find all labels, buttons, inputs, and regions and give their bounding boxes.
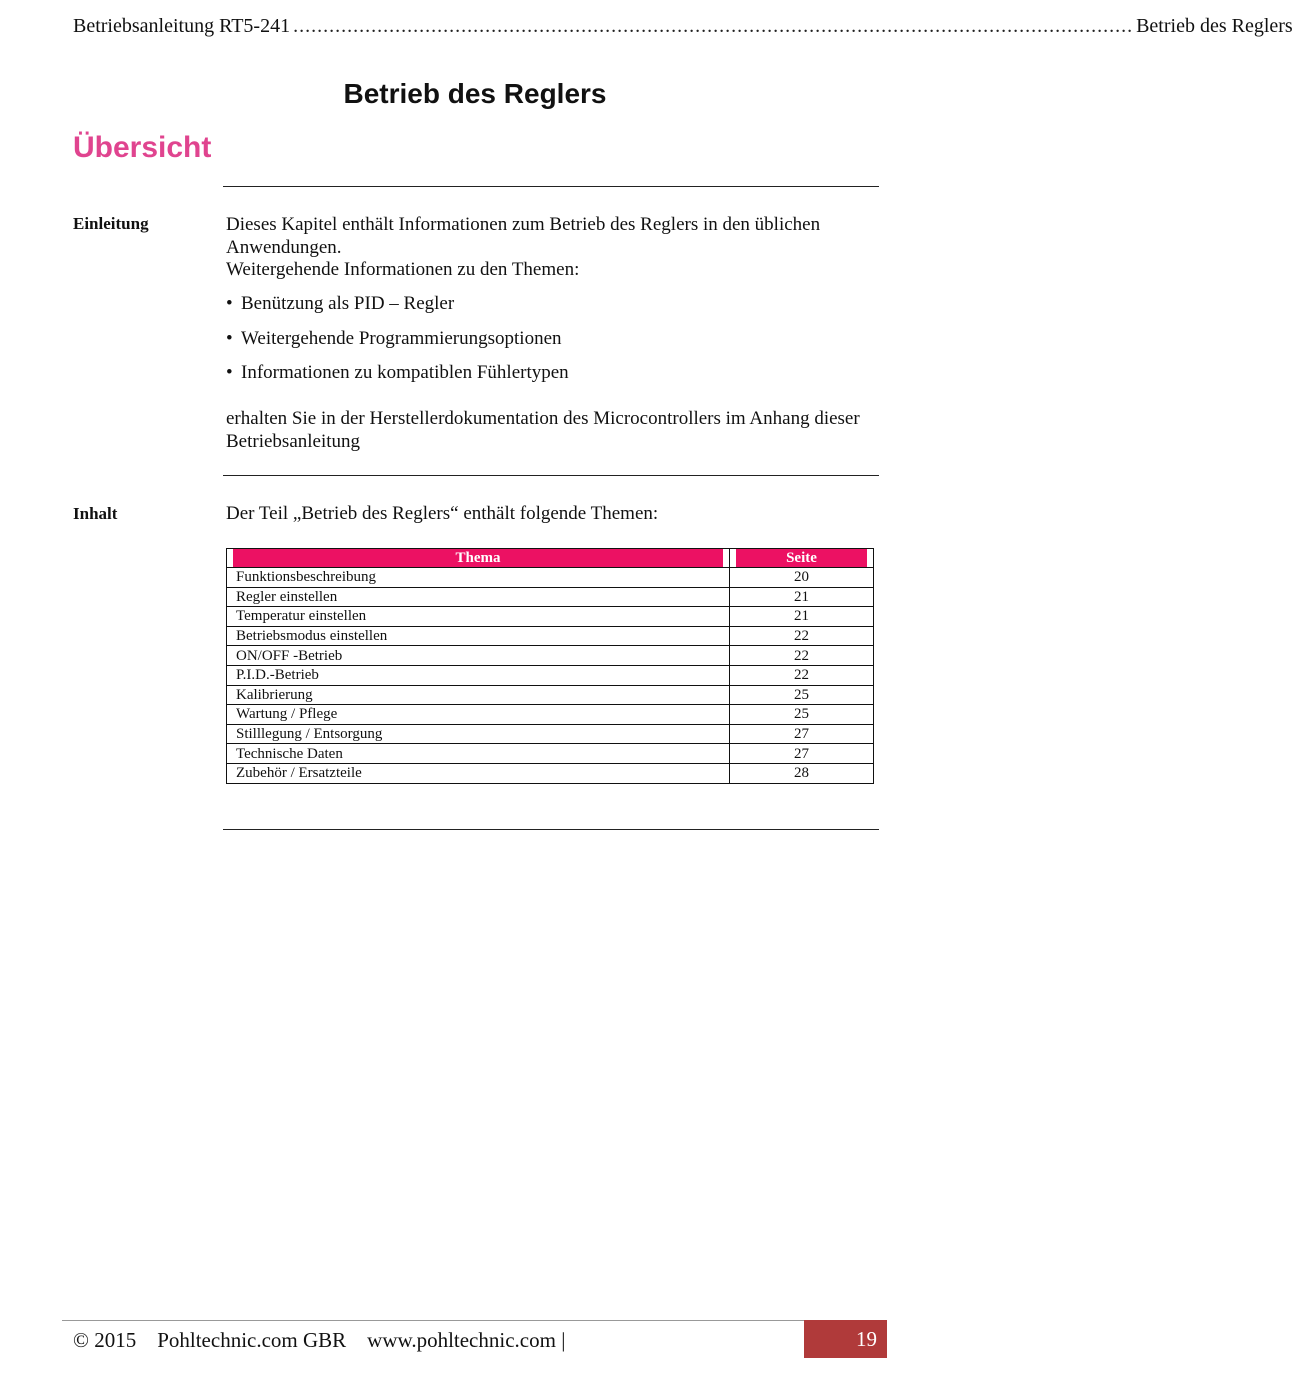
running-header — [73, 15, 1293, 41]
page-title: Betrieb des Reglers — [343, 78, 607, 109]
topic-cell: Kalibrierung — [227, 685, 730, 705]
page-cell: 22 — [730, 665, 874, 685]
bullet-icon: • — [226, 293, 233, 314]
page-cell: 25 — [730, 705, 874, 725]
footer-rule — [62, 1320, 804, 1321]
list-item: • Weitergehende Programmierungsoptionen — [226, 327, 562, 349]
page-number: 19 — [804, 1320, 887, 1358]
table-row — [227, 724, 874, 744]
table-header-row — [227, 549, 874, 568]
topic-cell: Betriebsmodus einstellen — [227, 626, 730, 646]
column-header-page: Seite — [730, 549, 874, 568]
divider-top — [223, 186, 879, 187]
divider-bottom — [223, 829, 879, 830]
intro-label: Einleitung — [73, 214, 149, 233]
contents-table-body — [227, 568, 874, 784]
page-cell: 21 — [730, 587, 874, 607]
topic-cell: ON/OFF -Betrieb — [227, 646, 730, 666]
page-cell: 22 — [730, 626, 874, 646]
page-cell: 21 — [730, 607, 874, 627]
bullet-icon: • — [226, 327, 233, 349]
intro-closing: erhalten Sie in der Herstellerdokumentation des Microcontrollers im Anhang dieser Betriebsanleitung — [226, 408, 860, 452]
footer-text: © 2015 Pohltechnic.com GBR www.pohltechnic.com | — [73, 1328, 566, 1352]
table-row — [227, 665, 874, 685]
contents-label: Inhalt — [73, 504, 118, 523]
table-row — [227, 587, 874, 607]
topic-cell: Stilllegung / Entsorgung — [227, 724, 730, 744]
table-row — [227, 607, 874, 627]
page-cell: 27 — [730, 724, 874, 744]
topic-cell: P.I.D.-Betrieb — [227, 665, 730, 685]
bullet-icon: • — [226, 362, 233, 383]
column-header-topic: Thema — [227, 549, 730, 568]
intro-bullet-list — [226, 293, 866, 397]
header-chapter-title: Betrieb des Reglers — [1136, 15, 1293, 37]
topic-cell: Regler einstellen — [227, 587, 730, 607]
table-row — [227, 705, 874, 725]
table-row — [227, 646, 874, 666]
section-title: Übersicht — [73, 131, 212, 164]
topic-cell: Zubehör / Ersatzteile — [227, 763, 730, 783]
intro-line-1: Dieses Kapitel enthält Informationen zum Betrieb des Reglers in den üblichen Anwendungen. — [226, 214, 821, 258]
contents-lead: Der Teil „Betrieb des Reglers“ enthält folgende Themen: — [226, 503, 659, 524]
header-dot-leader: ............................................................................................................................................ — [293, 15, 1134, 37]
topic-cell: Funktionsbeschreibung — [227, 568, 730, 588]
page-cell: 20 — [730, 568, 874, 588]
topic-cell: Wartung / Pflege — [227, 705, 730, 725]
intro-text — [226, 214, 866, 282]
table-row — [227, 685, 874, 705]
page-cell: 22 — [730, 646, 874, 666]
table-row — [227, 568, 874, 588]
list-item: • Benützung als PID – Regler — [226, 293, 455, 314]
divider-middle — [223, 475, 879, 476]
intro-line-2: Weitergehende Informationen zu den Themen: — [226, 259, 580, 280]
header-document-title: Betriebsanleitung RT5-241 — [73, 15, 291, 37]
table-row — [227, 763, 874, 783]
table-row — [227, 626, 874, 646]
page-cell: 28 — [730, 763, 874, 783]
topic-cell: Temperatur einstellen — [227, 607, 730, 627]
list-item: • Informationen zu kompatiblen Fühlertypen — [226, 362, 569, 383]
page-cell: 27 — [730, 744, 874, 764]
topic-cell: Technische Daten — [227, 744, 730, 764]
contents-table — [226, 548, 874, 784]
table-row — [227, 744, 874, 764]
page-cell: 25 — [730, 685, 874, 705]
